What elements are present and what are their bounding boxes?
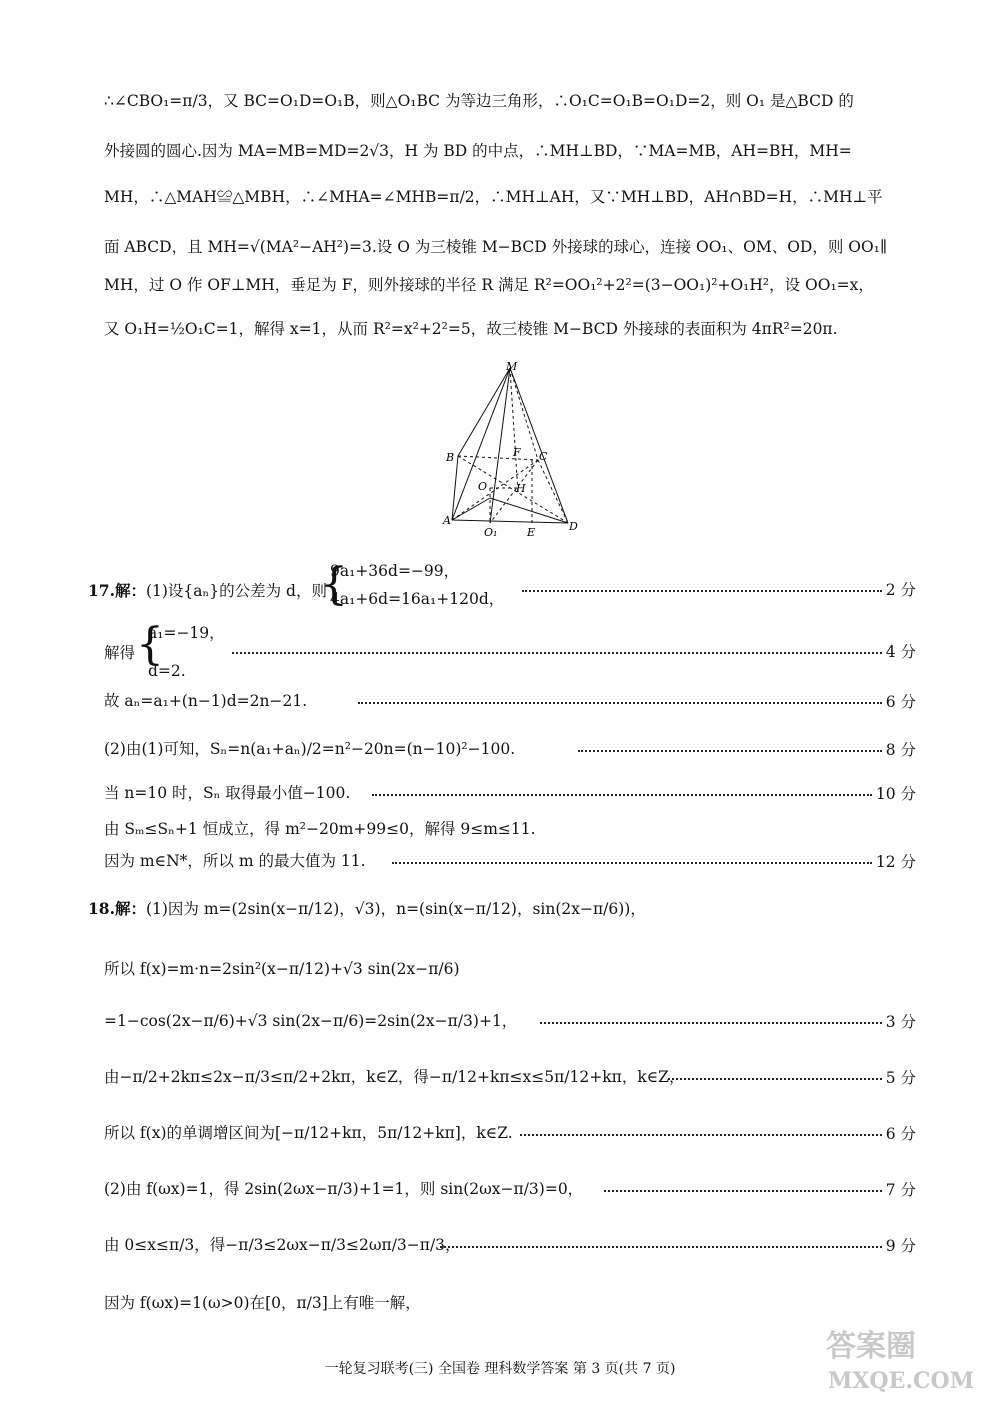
q18-text: (1)因为 m=(2sin(x−π/12)，√3)，n=(sin(x−π/12)，sin(2x−π/6))， xyxy=(145,900,646,918)
sys1-b: 4a₁+6d=16a₁+120d， xyxy=(330,590,505,608)
sys1-a: 9a₁+36d=−99， xyxy=(330,562,460,580)
label-b: B xyxy=(446,451,455,464)
watermark-text: 答案圈 xyxy=(826,1329,916,1364)
watermark-logo xyxy=(816,1316,976,1396)
q17-line: 当 n=10 时，Sₙ 取得最小值−100. xyxy=(104,784,351,802)
label-c: C xyxy=(539,450,548,463)
leader-dots xyxy=(520,1134,882,1136)
brace: { xyxy=(320,559,348,610)
q17-line: 故 aₙ=a₁+(n−1)d=2n−21. xyxy=(104,692,308,710)
score: 5 分 xyxy=(885,1069,916,1087)
q18-line: 所以 f(x)的单调增区间为[−π/12+kπ，5π/12+kπ]，k∈Z. xyxy=(104,1124,513,1142)
leader-dots xyxy=(392,862,872,864)
brace: { xyxy=(136,619,164,670)
score: 3 分 xyxy=(885,1013,916,1031)
q18-line: 由−π/2+2kπ≤2x−π/3≤π/2+2kπ，k∈Z，得−π/12+kπ≤x≤5π/12+kπ，k∈Z， xyxy=(104,1068,685,1086)
pyramid-figure xyxy=(440,358,590,543)
q18-intro xyxy=(88,898,920,920)
score: 6 分 xyxy=(885,1125,916,1143)
score: 9 分 xyxy=(885,1237,916,1255)
label-e: E xyxy=(527,526,536,539)
score: 7 分 xyxy=(885,1181,916,1199)
q18-line: (2)由 f(ωx)=1，得 2sin(2ωx−π/3)+1=1，则 sin(2ωx−π/3)=0， xyxy=(104,1180,584,1198)
q17-line: 解得 xyxy=(104,644,136,662)
label-d: D xyxy=(569,520,578,533)
score: 2 分 xyxy=(885,581,916,599)
score: 6 分 xyxy=(885,693,916,711)
q17-text: (1)设{aₙ}的公差为 d，则 xyxy=(145,582,327,600)
score: 12 分 xyxy=(875,853,916,871)
q17-line: 由 Sₘ≤Sₙ+1 恒成立，得 m²−20m+99≤0，解得 9≤m≤11. xyxy=(104,820,536,838)
leader-dots xyxy=(232,652,882,654)
score: 4 分 xyxy=(885,643,916,661)
page-footer: 一轮复习联考(三) 全国卷 理科数学答案 第 3 页(共 7 页) xyxy=(324,1361,676,1377)
q17-line: (2)由(1)可知，Sₙ=n(a₁+aₙ)/2=n²−20n=(n−10)²−100. xyxy=(104,740,516,758)
paragraph-line: MH，过 O 作 OF⊥MH，垂足为 F，则外接球的半径 R 满足 R²=OO₁²+2²=(3−OO₁)²+O₁H²，设 OO₁=x， xyxy=(104,276,874,294)
sys2-b: d=2. xyxy=(148,662,186,680)
leader-dots xyxy=(668,1078,882,1080)
watermark-url: MXQE.COM xyxy=(828,1368,975,1394)
q18-line: 由 0≤x≤π/3，得−π/3≤2ωx−π/3≤2ωπ/3−π/3， xyxy=(104,1236,461,1254)
paragraph-line: 面 ABCD，且 MH=√(MA²−AH²)=3.设 O 为三棱锥 M−BCD 外接球的球心，连接 OO₁、OM、OD，则 OO₁∥ xyxy=(104,238,888,256)
label-a: A xyxy=(443,514,451,527)
label-o: O xyxy=(478,480,488,493)
score: 8 分 xyxy=(885,741,916,759)
leader-dots xyxy=(372,794,872,796)
q17-label: 17.解： xyxy=(88,581,146,600)
score: 10 分 xyxy=(875,785,916,803)
paragraph-line: ∴∠CBO₁=π/3，又 BC=O₁D=O₁B，则△O₁BC 为等边三角形，∴O₁C=O₁B=O₁D=2，则 O₁ 是△BCD 的 xyxy=(104,92,854,110)
paragraph-line: 又 O₁H=½O₁C=1，解得 x=1，从而 R²=x²+2²=5，故三棱锥 M−BCD 外接球的表面积为 4πR²=20π. xyxy=(104,320,838,338)
leader-dots xyxy=(540,1022,882,1024)
leader-dots xyxy=(522,590,882,592)
q18-line: =1−cos(2x−π/6)+√3 sin(2x−π/6)=2sin(2x−π/3)+1， xyxy=(104,1012,518,1030)
paragraph-line: MH，∴△MAH≌△MBH，∴∠MHA=∠MHB=π/2，∴MH⊥AH，又∵MH⊥BD，AH∩BD=H，∴MH⊥平 xyxy=(104,188,883,206)
q18-label: 18.解： xyxy=(88,899,146,918)
q18-line: 所以 f(x)=m·n=2sin²(x−π/12)+√3 sin(2x−π/6) xyxy=(104,960,460,978)
label-f: F xyxy=(513,446,521,459)
leader-dots xyxy=(440,1246,882,1248)
label-h: H xyxy=(516,482,526,495)
leader-dots xyxy=(578,750,882,752)
leader-dots xyxy=(604,1190,882,1192)
q17-line: 因为 m∈N*，所以 m 的最大值为 11. xyxy=(104,852,366,870)
label-o1: O₁ xyxy=(484,526,498,539)
label-m: M xyxy=(506,360,518,373)
leader-dots xyxy=(358,702,882,704)
sys2-a: a₁=−19， xyxy=(148,624,225,642)
paragraph-line: 外接圆的圆心.因为 MA=MB=MD=2√3，H 为 BD 的中点，∴MH⊥BD，∵MA=MB，AH=BH，MH= xyxy=(104,142,852,160)
q18-line: 因为 f(ωx)=1(ω>0)在[0，π/3]上有唯一解， xyxy=(104,1294,421,1312)
